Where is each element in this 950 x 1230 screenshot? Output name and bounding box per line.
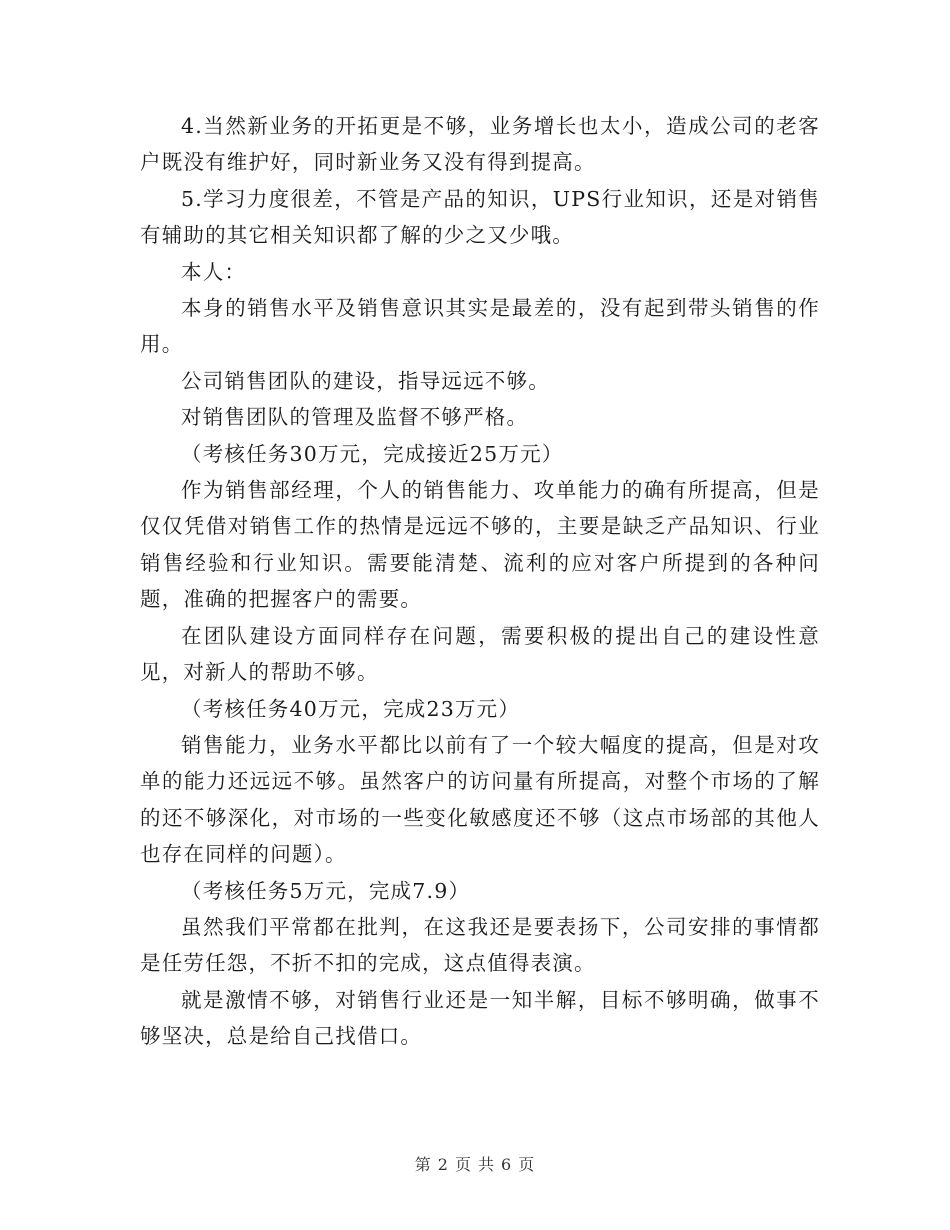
paragraph: 公司销售团队的建设，指导远远不够。 — [181, 368, 550, 393]
paragraph: 作为销售部经理，个人的销售能力、攻单能力的确有所提高，但是仅仅凭借对销售工作的热情是远远不够的，主要是缺乏产品知识、行业销售经验和行业知识。需要能清楚、流利的应对客户所提到的各种问题，准确的把握客户的需要。 — [140, 478, 820, 612]
paragraph: 4.当然新业务的开拓更是不够，业务增长也太小，造成公司的老客户既没有维护好，同时新业务又没有得到提高。 — [140, 114, 820, 175]
footer-suffix: 页 — [518, 1155, 536, 1174]
footer-prefix: 第 — [414, 1155, 432, 1174]
paragraph: （考核任务5万元，完成7.9） — [181, 878, 471, 903]
paragraph: 本身的销售水平及销售意识其实是最差的，没有起到带头销售的作用。 — [140, 296, 820, 357]
current-page-number: 2 — [437, 1155, 449, 1174]
paragraph: 在团队建设方面同样存在问题，需要积极的提出自己的建设性意见，对新人的帮助不够。 — [140, 623, 820, 685]
paragraph: （考核任务40万元，完成23万元） — [181, 696, 521, 721]
paragraph: 销售能力，业务水平都比以前有了一个较大幅度的提高，但是对攻单的能力还远远不够。虽然客户的访问量有所提高，对整个市场的了解的还不够深化，对市场的一些变化敏感度还不够（这点市场部的其他人也存在同样的问题）。 — [140, 732, 820, 867]
paragraph: 本人： — [181, 259, 247, 284]
document-body — [140, 108, 820, 1055]
paragraph: 就是激情不够，对销售行业还是一知半解，目标不够明确，做事不够坚决，总是给自己找借口。 — [140, 987, 820, 1049]
page-footer — [0, 1152, 950, 1175]
footer-middle: 页 共 — [454, 1155, 496, 1174]
paragraph: 虽然我们平常都在批判，在这我还是要表扬下，公司安排的事情都是任劳任怨，不折不扣的完成，这点值得表演。 — [140, 914, 820, 976]
paragraph: 5.学习力度很差，不管是产品的知识，UPS行业知识，还是对销售有辅助的其它相关知识都了解的少之又少哦。 — [140, 186, 820, 248]
paragraph: 对销售团队的管理及监督不够严格。 — [181, 405, 529, 430]
total-page-count: 6 — [501, 1155, 513, 1174]
paragraph: （考核任务30万元，完成接近25万元） — [181, 441, 564, 466]
